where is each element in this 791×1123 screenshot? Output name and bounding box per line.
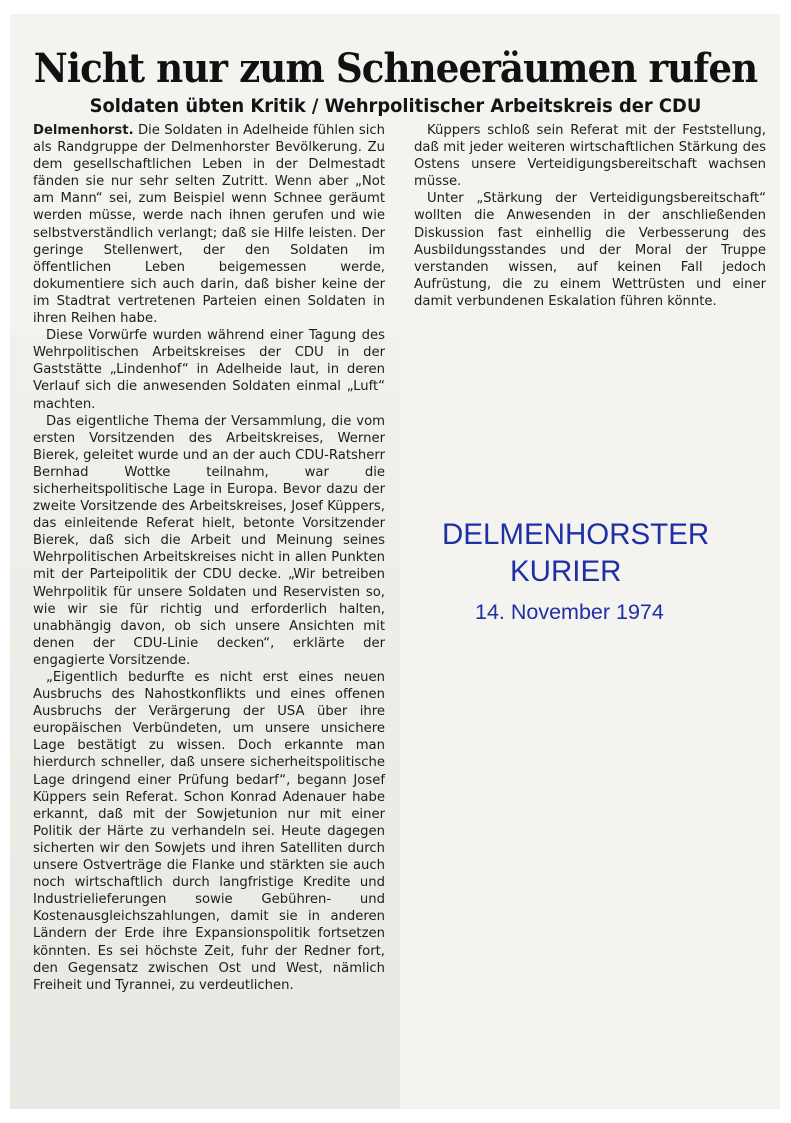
article-paragraph — [33, 122, 385, 327]
article-left-column — [33, 122, 385, 994]
article-paragraph: Unter „Stärkung der Verteidigungsbereitschaft“ wollten die Anwesenden in der anschließenden Diskussion fast einhellig die Verbesserung des Ausbildungsstandes und der Moral der Truppe verstanden wissen, auf keinen Fall jedoch Aufrüstung, die zu einem Wettrüsten und einer damit verbundenen Eskalation führen könnte. — [414, 191, 766, 309]
source-newspaper-name-line1: DELMENHORSTER — [442, 518, 710, 551]
source-publication-date: 14. November 1974 — [475, 600, 664, 624]
article-dateline: Delmenhorst. — [33, 123, 134, 138]
article-paragraph: Das eigentliche Thema der Versammlung, die vom ersten Vorsitzenden des Arbeitskreises, Werner Bierek, geleitet wurde und an der auch CDU-Ratsherr Bernhad Wottke teilnahm, war die sicherheitspolitische Lage in Europa. Bevor dazu der zweite Vorsitzende des Arbeitskreises, Josef Küppers, das einleitende Referat hielt, betonte Vorsitzender Bierek, daß sich die Arbeit und Meinung seines Wehrpolitischen Arbeitskreises nicht in allen Punkten mit der Parteipolitik der CDU decke. „Wir betreiben Wehrpolitik für unsere Soldaten und Reservisten so, wie wir sie für richtig und erforderlich halten, unabhängig davon, ob sich unsere Ansichten mit denen der CDU-Linie decken“, erklärte der engagierte Vorsitzende. — [33, 413, 385, 668]
source-newspaper-name-line2: KURIER — [510, 555, 622, 588]
article-paragraph: Küppers schloß sein Referat mit der Feststellung, daß mit jeder weiteren wirtschaftlichen Stärkung des Ostens unsere Verteidigungsbereitschaft wachsen müsse. — [414, 123, 766, 190]
article-subheadline: Soldaten übten Kritik / Wehrpolitischer Arbeitskreis der CDU — [89, 94, 702, 117]
article-paragraph: Diese Vorwürfe wurden während einer Tagung des Wehrpolitischen Arbeitskreises der CDU in der Gaststätte „Lindenhof“ in Adelheide laut, in deren Verlauf sich die anwesenden Soldaten einmal „Luft“ machten. — [33, 328, 385, 412]
article-headline: Nicht nur zum Schneeräumen rufen — [33, 44, 758, 92]
article-paragraph-text: Die Soldaten in Adelheide fühlen sich als Randgruppe der Delmenhorster Bevölkerung. Zu dem gesellschaftlichen Leben in der Delmestadt fänden sie nur sehr selten Zutritt. Wenn aber „Not am Mann“ sei, zum Beispiel wenn Schnee geräumt werden müsse, werde nach ihnen gerufen und wie selbstverständlich verlangt; daß sie Hilfe leisten. Der geringe Stellenwert, der den Soldaten im öffentlichen Leben beigemessen werde, dokumentiere sich auch darin, daß bisher keine der im Stadtrat vertretenen Parteien einen Soldaten in ihren Reihen habe. — [33, 123, 385, 327]
article-right-column — [414, 122, 766, 310]
article-paragraph: „Eigentlich bedurfte es nicht erst eines neuen Ausbruchs des Nahostkonflikts und eines offenen Ausbruchs der Verärgerung der USA über ihre europäischen Verbündeten, um unsere unsichere Lage bestätigt zu wissen. Doch erkannte man hierdurch schneller, daß unsere sicherheitspolitische Lage dringend einer Prüfung bedarf“, begann Josef Küppers sein Referat. Schon Konrad Adenauer habe erkannt, daß mit der Sowjetunion nur mit einer Politik der Härte zu verhandeln sei. Heute dagegen sicherten wir den Sowjets und ihren Satelliten durch unsere Ostverträge die Flanke und stärkten sie auch noch wirtschaftlich durch langfristige Kredite und Industrielieferungen sowie Gebühren- und Kostenausgleichszahlungen, damit sie in anderen Ländern der Erde ihre Expansionspolitik fortsetzen könnten. Es sei höchste Zeit, fuhr der Redner fort, den Gegensatz zwischen Ost und West, nämlich Freiheit und Tyrannei, zu verdeutlichen. — [33, 670, 385, 993]
